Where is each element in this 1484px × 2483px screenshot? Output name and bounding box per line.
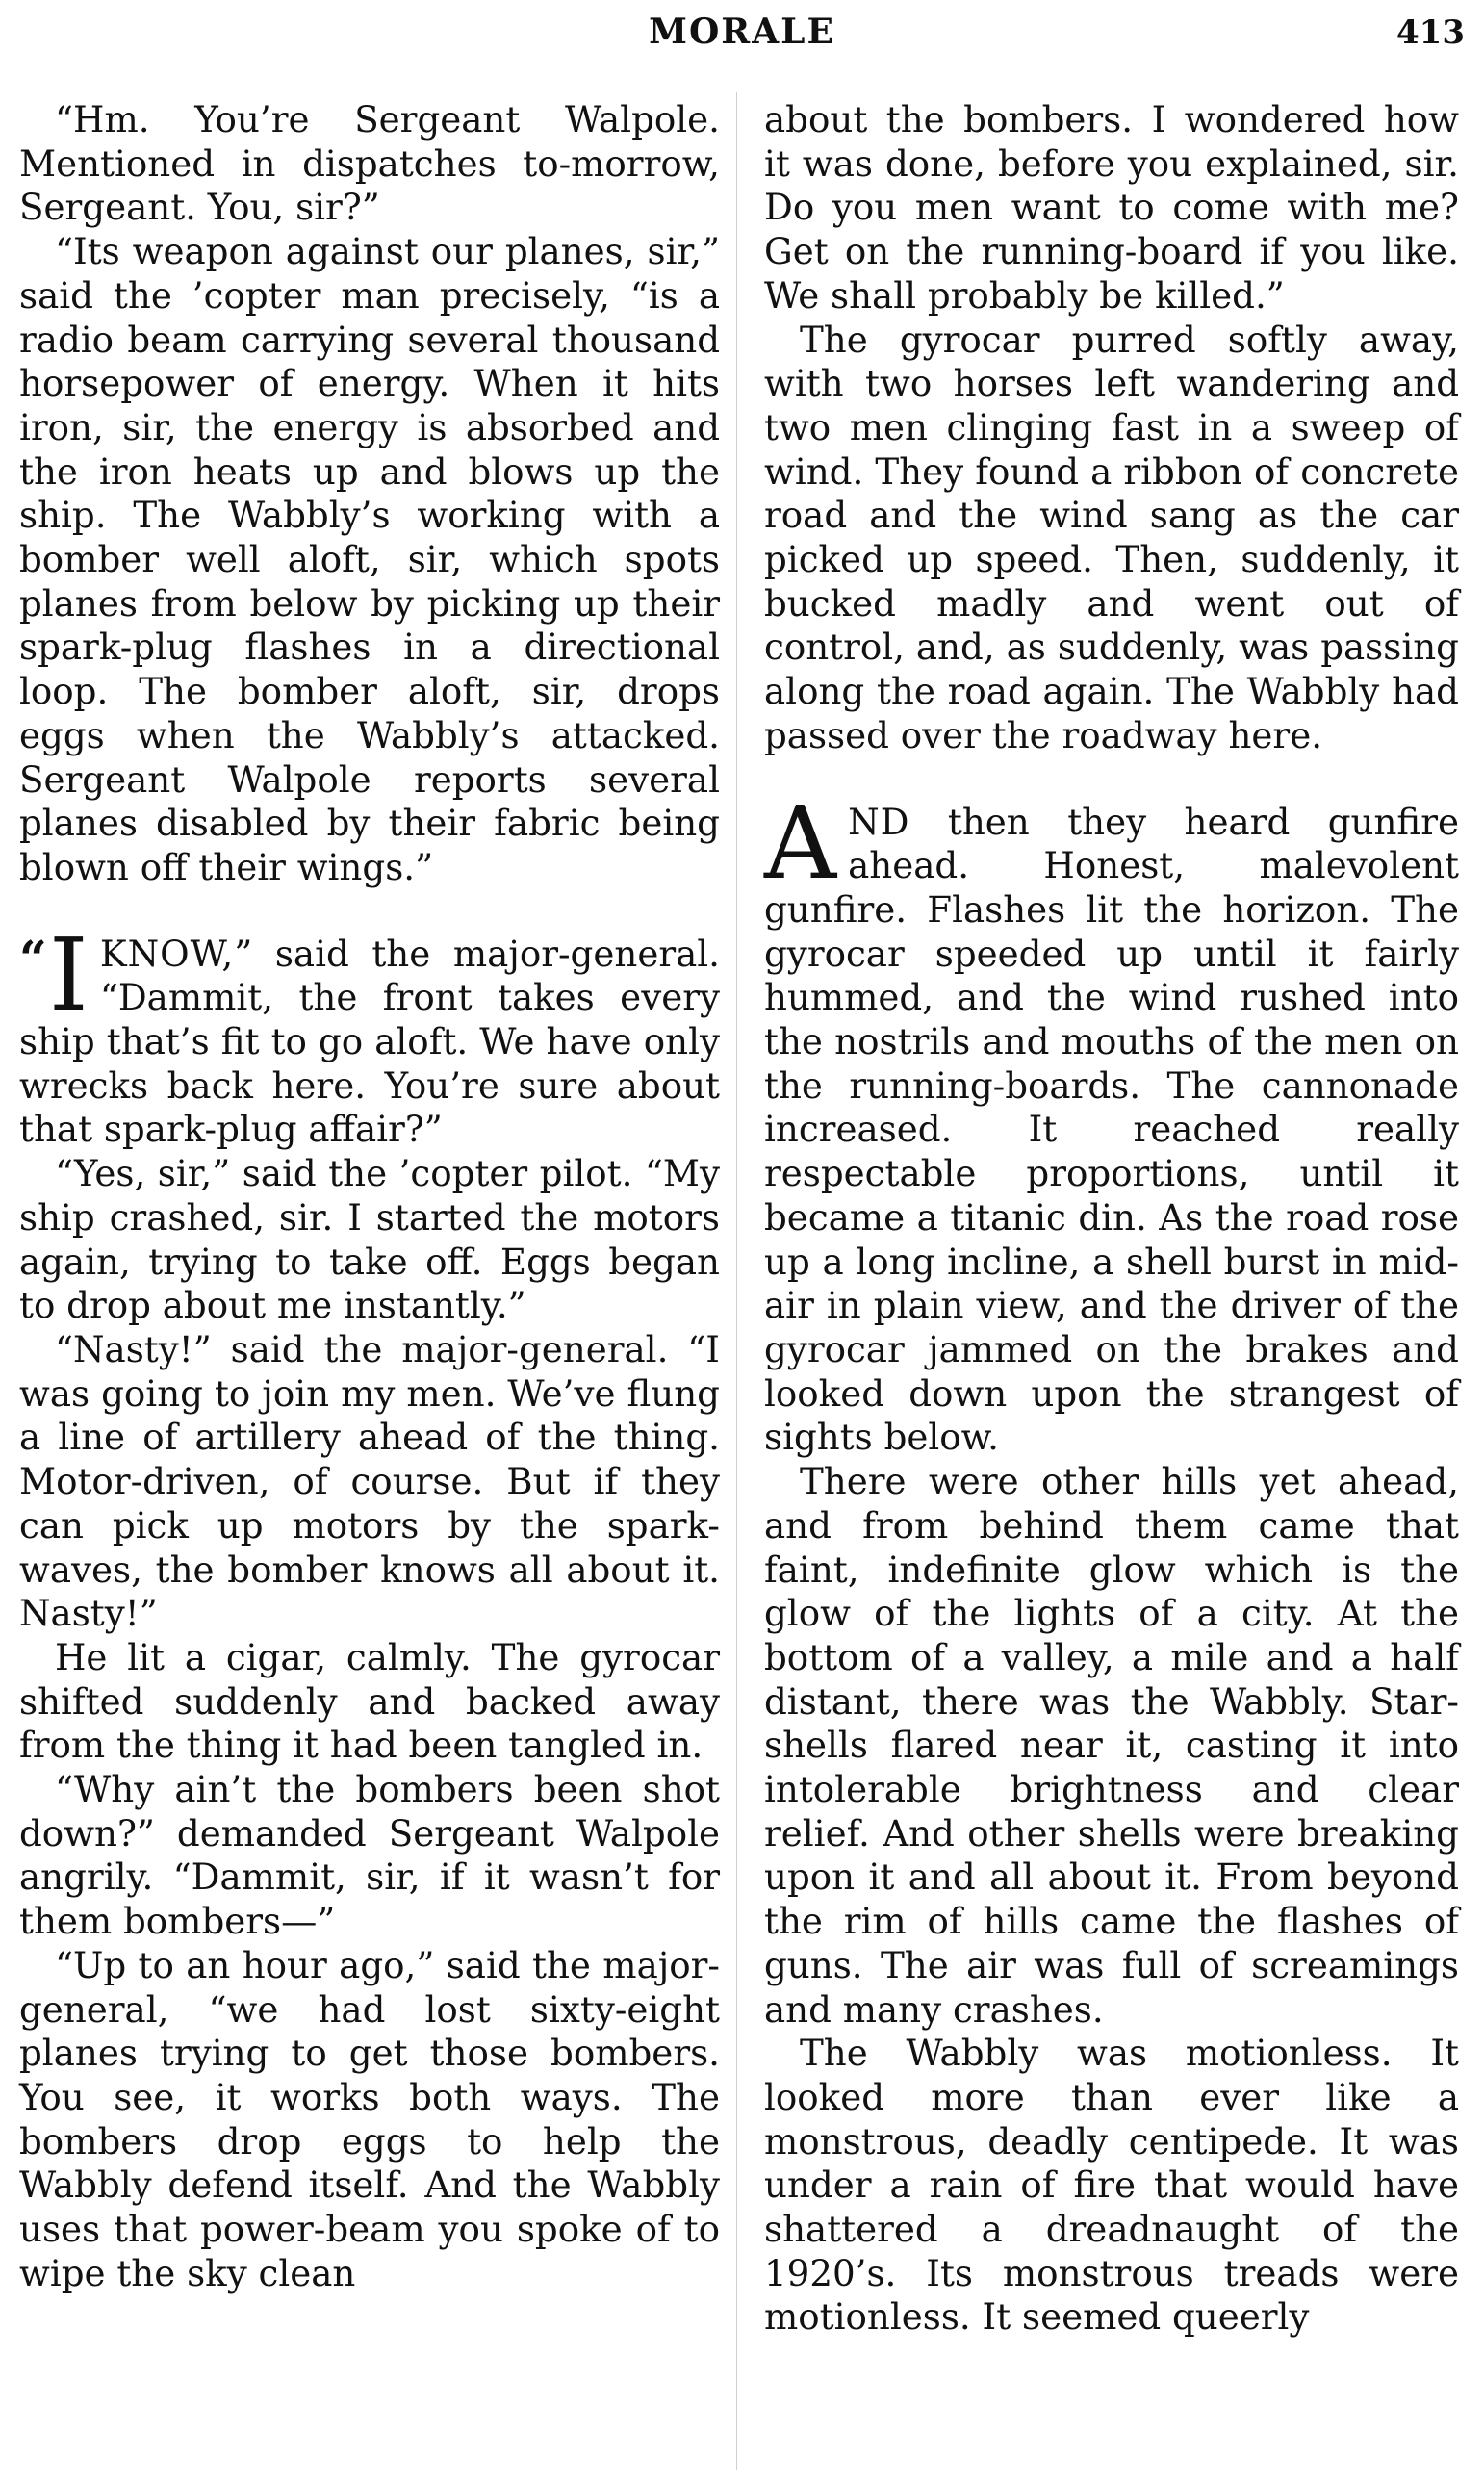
paragraph: “Its weapon against our planes, sir,” said the ’copter man precisely, “is a radio beam carrying several thousand horsepower of energy. When it hits iron, sir, the energy is absorbed and the iron heats up and blows up the ship. The Wabbly’s working with a bomber well aloft, sir, which spots planes from below by picking up their spark-plug flashes in a directional loop. The bomber aloft, sir, drops eggs when the Wabbly’s attacked. Sergeant Walpole reports several planes disabled by their fabric being blown off their wings.”: [19, 230, 720, 888]
dropcap-caps: KNOW,: [99, 932, 235, 975]
dropcap-letter: I: [48, 915, 89, 1034]
right-column: [764, 98, 1459, 2340]
dropcap-paragraph: [19, 915, 720, 1153]
section-break: [764, 758, 1459, 801]
paragraph: about the bombers. I wondered how it was done, before you explained, sir. Do you men want to come with me? Get on the running-board if you like. We shall probably be killed.”: [764, 98, 1459, 317]
paragraph: “Up to an hour ago,” said the major-general, “we had lost sixty-eight planes trying to get those bombers. You see, it works both ways. The bombers drop eggs to help the Wabbly defend itself. And the Wabbly uses that power-beam you spoke of to wipe the sky clean: [19, 1943, 720, 2294]
dropcap-letter: A: [764, 783, 837, 902]
page-number: 413: [1396, 13, 1465, 52]
paragraph: He lit a cigar, calmly. The gyrocar shifted suddenly and backed away from the thing it had been tangled in.: [19, 1635, 720, 1767]
dropcap-quote: “: [19, 929, 47, 986]
paragraph: “Hm. You’re Sergeant Walpole. Mentioned in dispatches to-morrow, Sergeant. You, sir?”: [19, 98, 720, 229]
paragraph-text: then they heard gunfire ahead. Honest, malevolent gunfire. Flashes lit the horizon. The gyrocar speeded up until it fairly hummed, and the wind rushed into the nostrils and mouths of the men on the running-boards. The cannonade increased. It reached really respectable proportions, until it became a titanic din. As the road rose up a long incline, a shell burst in mid-air in plain view, and the driver of the gyrocar jammed on the brakes and looked down upon the strangest of sights below.: [764, 800, 1459, 1459]
paragraph-text: ” said the major-general. “Dammit, the front takes every ship that’s fit to go aloft. We have only wrecks back here. You’re sure about that spark-plug affair?”: [19, 932, 720, 1151]
paragraph: The Wabbly was motionless. It looked more than ever like a monstrous, deadly centipede. It was under a rain of fire that would have shattered a dreadnaught of the 1920’s. Its monstrous treads were motionless. It seemed queerly: [764, 2032, 1459, 2339]
paragraph: There were other hills yet ahead, and from behind them came that faint, indefinite glow which is the glow of the lights of a city. At the bottom of a valley, a mile and a half distant, there was the Wabbly. Star-shells flared near it, casting it into intolerable brightness and clear relief. And other shells were breaking upon it and all about it. From beyond the rim of hills came the flashes of guns. The air was full of screamings and many crashes.: [764, 1460, 1459, 2031]
section-break: [19, 890, 720, 933]
dropcap-caps: ND: [848, 800, 910, 843]
running-title: MORALE: [649, 12, 835, 52]
column-divider: [736, 92, 737, 2470]
left-column: [19, 98, 720, 2295]
paragraph: The gyrocar purred softly away, with two horses left wandering and two men clinging fast in a sweep of wind. They found a ribbon of concrete road and the wind sang as the car picked up speed. Then, suddenly, it bucked madly and went out of control, and, as suddenly, was passing along the road again. The Wabbly had passed over the roadway here.: [764, 318, 1459, 756]
paragraph: “Why ain’t the bombers been shot down?” demanded Sergeant Walpole angrily. “Dammit, sir, if it wasn’t for them bombers—”: [19, 1768, 720, 1943]
dropcap-paragraph: [764, 783, 1459, 1461]
page-header: [0, 6, 1484, 64]
paragraph: “Nasty!” said the major-general. “I was going to join my men. We’ve flung a line of artillery ahead of the thing. Motor-driven, of course. But if they can pick up motors by the spark-waves, the bomber knows all about it. Nasty!”: [19, 1327, 720, 1635]
paragraph: “Yes, sir,” said the ’copter pilot. “My ship crashed, sir. I started the motors again, trying to take off. Eggs began to drop about me instantly.”: [19, 1152, 720, 1327]
